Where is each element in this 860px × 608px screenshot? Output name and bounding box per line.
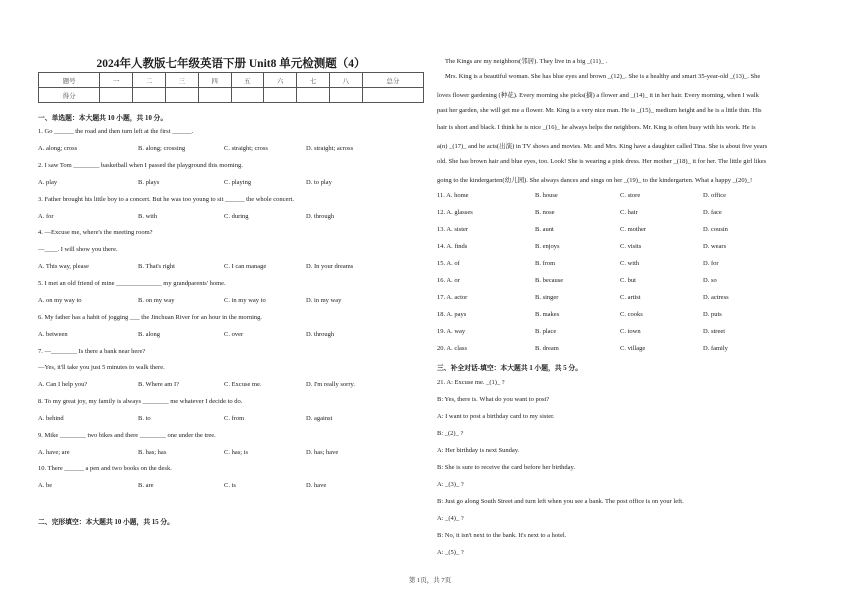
score-cell[interactable] <box>329 88 362 103</box>
option-b[interactable]: B. Where am I? <box>138 381 180 388</box>
score-header-cell: 二 <box>133 73 166 88</box>
page-title: 2024年人教版七年级英语下册 Unit8 单元检测题（4） <box>96 58 366 70</box>
option-a[interactable]: A. This way, please <box>38 263 89 270</box>
option-a[interactable]: A. along; cross <box>38 145 78 152</box>
option-c[interactable]: C. has; is <box>224 449 249 456</box>
option-c[interactable]: C. is <box>224 482 236 489</box>
dialogue-line: B: She is sure to receive the card before her birthday. <box>437 464 576 471</box>
options-row <box>38 263 424 273</box>
score-header-cell: 八 <box>329 73 362 88</box>
score-row-label: 得分 <box>39 88 100 103</box>
dialogue-line: A: _(3)_ ? <box>437 481 464 488</box>
page-footer: 第 1页，共 7页 <box>408 577 452 584</box>
option-b[interactable]: B. dream <box>535 345 559 352</box>
option-a[interactable]: 19. A. way <box>437 328 466 335</box>
cloze-options-row <box>437 260 825 270</box>
options-row <box>38 449 424 459</box>
option-c[interactable]: C. over <box>224 331 244 338</box>
question-text: 8. To my great joy, my family is always ________ me whatever I decide to do. <box>38 398 243 405</box>
option-b[interactable]: B. along <box>138 331 161 338</box>
cloze-options-row <box>437 328 825 338</box>
passage-line: hair is short and black. I think he is nice _(16)_ he always helps the neighbors. Mr. King is often busy with his work. He is <box>437 124 756 131</box>
option-a[interactable]: A. Can I help you? <box>38 381 88 388</box>
option-a[interactable]: A. between <box>38 331 68 338</box>
option-d[interactable]: D. have <box>306 482 327 489</box>
option-d[interactable]: D. face <box>703 209 722 216</box>
score-table-score-row <box>39 88 424 103</box>
option-d[interactable]: D. wears <box>703 243 727 250</box>
option-b[interactable]: B. That's right <box>138 263 175 270</box>
passage-line: Mrs. King is a beautiful woman. She has blue eyes and brown _(12)_. She is a healthy and smart 35-year-old _(13)_. She <box>445 73 761 80</box>
option-d[interactable]: D. I'm really sorry. <box>306 381 355 388</box>
option-d[interactable]: D. through <box>306 331 335 338</box>
score-cell[interactable] <box>100 88 133 103</box>
dialogue-line: A: I want to post a birthday card to my sister. <box>437 413 555 420</box>
cloze-options-row <box>437 192 825 202</box>
score-header-cell: 七 <box>297 73 330 88</box>
question-text: 2. I saw Tom ________ basketball when I passed the playground this morning. <box>38 162 243 169</box>
question-text: 10. There ______ a pen and two books on the desk. <box>38 465 172 472</box>
option-d[interactable]: D. puts <box>703 311 722 318</box>
passage-line: a(n) _(17)_ and he acts(出演) in TV shows and movies. Mr. and Mrs. King have a daughter called Tina. She is about five years <box>437 143 768 150</box>
option-c[interactable]: C. town <box>620 328 641 335</box>
options-row <box>38 381 424 391</box>
option-d[interactable]: D. against <box>306 415 333 422</box>
option-b[interactable]: B. aunt <box>535 226 554 233</box>
score-table-header-row <box>39 73 424 88</box>
option-a[interactable]: 18. A. pays <box>437 311 467 318</box>
option-a[interactable]: A. for <box>38 213 54 220</box>
option-d[interactable]: D. in my way <box>306 297 342 304</box>
option-d[interactable]: D. for <box>703 260 719 267</box>
option-a[interactable]: 11. A. home <box>437 192 469 199</box>
option-b[interactable]: B. has; has <box>138 449 167 456</box>
option-a[interactable]: A. have; are <box>38 449 70 456</box>
option-c[interactable]: C. in my way to <box>224 297 266 304</box>
dialogue-line: B: No, it isn't next to the bank. It's next to a hotel. <box>437 532 567 539</box>
cloze-options-row <box>437 311 825 321</box>
option-b[interactable]: B. enjoys <box>535 243 560 250</box>
dialogue-line: A: Her birthday is next Sunday. <box>437 447 520 454</box>
score-header-cell: 题号 <box>39 73 100 88</box>
option-b[interactable]: B. because <box>535 277 564 284</box>
option-b[interactable]: B. are <box>138 482 154 489</box>
dialogue-line: B: Yes, there is. What do you want to post? <box>437 396 550 403</box>
option-c[interactable]: C. straight; cross <box>224 145 268 152</box>
score-cell[interactable] <box>264 88 297 103</box>
score-cell[interactable] <box>165 88 198 103</box>
score-cell[interactable] <box>297 88 330 103</box>
option-a[interactable]: A. play <box>38 179 58 186</box>
option-c[interactable]: C. mother <box>620 226 646 233</box>
option-c[interactable]: C. cooks <box>620 311 643 318</box>
options-row <box>38 331 424 341</box>
score-cell[interactable] <box>362 88 423 103</box>
option-d[interactable]: D. through <box>306 213 335 220</box>
option-d[interactable]: D. actress <box>703 294 729 301</box>
dialogue-line: B: _(2)_ ? <box>437 430 464 437</box>
question-text: 5. I met an old friend of mine ______________ my grandparents' home. <box>38 280 226 287</box>
dialogue-line: 21. A: Excuse me. _(1)_ ? <box>437 379 505 386</box>
option-d[interactable]: D. family <box>703 345 728 352</box>
options-row <box>38 482 424 492</box>
score-cell[interactable] <box>231 88 264 103</box>
score-cell[interactable] <box>198 88 231 103</box>
option-d[interactable]: D. has; have <box>306 449 339 456</box>
cloze-options-row <box>437 226 825 236</box>
option-b[interactable]: B. place <box>535 328 557 335</box>
option-a[interactable]: 16. A. or <box>437 277 460 284</box>
option-b[interactable]: B. from <box>535 260 556 267</box>
score-header-cell: 三 <box>165 73 198 88</box>
option-c[interactable]: C. store <box>620 192 641 199</box>
question-text-line2: —Yes, it'll take you just 5 minutes to walk there. <box>38 364 165 371</box>
question-text: 1. Go ______ the road and then turn left at the first ______. <box>38 128 194 135</box>
score-header-cell: 六 <box>264 73 297 88</box>
option-c[interactable]: C. playing <box>224 179 252 186</box>
option-b[interactable]: B. on my way <box>138 297 175 304</box>
option-c[interactable]: C. Excuse me. <box>224 381 262 388</box>
option-c[interactable]: C. from <box>224 415 245 422</box>
option-b[interactable]: B. house <box>535 192 558 199</box>
option-d[interactable]: D. In your dreams <box>306 263 354 270</box>
passage-line: loves flower gardening (种花). Every morning she picks(摘) a flower and _(14)_ it in her hair. Every morning, when I walk <box>437 92 759 99</box>
option-d[interactable]: D. so <box>703 277 717 284</box>
option-a[interactable]: 13. A. sister <box>437 226 469 233</box>
option-c[interactable]: C. during <box>224 213 249 220</box>
option-b[interactable]: B. to <box>138 415 151 422</box>
cloze-options-row <box>437 277 825 287</box>
section-heading-dialogue: 三、补全对话-填空：本大题共 1 小题，共 5 分。 <box>437 365 582 372</box>
question-text: 3. Father brought his little boy to a concert. But he was too young to sit ______ the whole concert. <box>38 196 294 203</box>
question-text: 4. —Excuse me, where's the meeting room? <box>38 229 153 236</box>
option-b[interactable]: B. singer <box>535 294 559 301</box>
option-c[interactable]: C. visits <box>620 243 642 250</box>
options-row <box>38 145 424 155</box>
option-a[interactable]: A. be <box>38 482 53 489</box>
option-b[interactable]: B. along; crossing <box>138 145 186 152</box>
option-d[interactable]: D. straight; across <box>306 145 354 152</box>
option-d[interactable]: D. office <box>703 192 726 199</box>
option-d[interactable]: D. to play <box>306 179 332 186</box>
passage-line: past her garden, she will get me a flower. Mr. King is a very nice man. He is _(15)_ medium height and he is a little thin. His <box>437 107 762 114</box>
option-b[interactable]: B. nose <box>535 209 555 216</box>
passage-line: The Kings are my neighbors(邻居). They live in a big _(11)_ . <box>445 58 608 65</box>
options-row <box>38 213 424 223</box>
score-cell[interactable] <box>133 88 166 103</box>
section-heading-mcq: 一、单选题：本大题共 10 小题，共 10 分。 <box>38 115 168 122</box>
option-c[interactable]: C. hair <box>620 209 638 216</box>
score-table <box>38 72 424 103</box>
question-text-line2: —____. I will show you there. <box>38 246 118 253</box>
option-a[interactable]: A. on my way to <box>38 297 82 304</box>
dialogue-line: A: _(4)_ ? <box>437 515 464 522</box>
dialogue-line: B: Just go along South Street and turn left when you see a bank. The post office is on your left. <box>437 498 684 505</box>
option-a[interactable]: 15. A. of <box>437 260 460 267</box>
cloze-options-row <box>437 294 825 304</box>
cloze-options-row <box>437 209 825 219</box>
option-a[interactable]: 17. A. actor <box>437 294 468 301</box>
question-text: 6. My father has a habit of jogging ___ the Jinchuan River for an hour in the morning. <box>38 314 263 321</box>
option-b[interactable]: B. makes <box>535 311 560 318</box>
option-c[interactable]: C. artist <box>620 294 641 301</box>
passage-line: old. She has brown hair and blue eyes, too. Look! She is wearing a pink dress. Her mother _(18)_ it for her. The little girl likes <box>437 158 767 165</box>
option-d[interactable]: D. cousin <box>703 226 728 233</box>
cloze-options-row <box>437 243 825 253</box>
section-heading-cloze: 二、完形填空：本大题共 10 小题，共 15 分。 <box>38 519 174 526</box>
option-a[interactable]: A. behind <box>38 415 64 422</box>
option-c[interactable]: C. with <box>620 260 640 267</box>
option-c[interactable]: C. but <box>620 277 636 284</box>
options-row <box>38 179 424 189</box>
option-d[interactable]: D. street <box>703 328 726 335</box>
option-c[interactable]: C. village <box>620 345 646 352</box>
option-a[interactable]: 20. A. class <box>437 345 467 352</box>
score-header-cell: 总分 <box>362 73 423 88</box>
option-b[interactable]: B. plays <box>138 179 160 186</box>
option-c[interactable]: C. I can manage <box>224 263 267 270</box>
question-text: 9. Mike ________ two bikes and there ________ one under the tree. <box>38 432 216 439</box>
passage-line: going to the kindergarten(幼儿园). She always dances and sings on her _(19)_ to the kindergarten. What a happy _(20)_! <box>437 177 753 184</box>
dialogue-line: A: _(5)_ ? <box>437 549 464 556</box>
score-header-cell: 四 <box>198 73 231 88</box>
option-a[interactable]: 14. A. finds <box>437 243 468 250</box>
cloze-options-row <box>437 345 825 355</box>
question-text: 7. —________ Is there a bank near here? <box>38 348 146 355</box>
options-row <box>38 297 424 307</box>
options-row <box>38 415 424 425</box>
option-b[interactable]: B. with <box>138 213 158 220</box>
option-a[interactable]: 12. A. glasses <box>437 209 473 216</box>
score-header-cell: 一 <box>100 73 133 88</box>
score-header-cell: 五 <box>231 73 264 88</box>
